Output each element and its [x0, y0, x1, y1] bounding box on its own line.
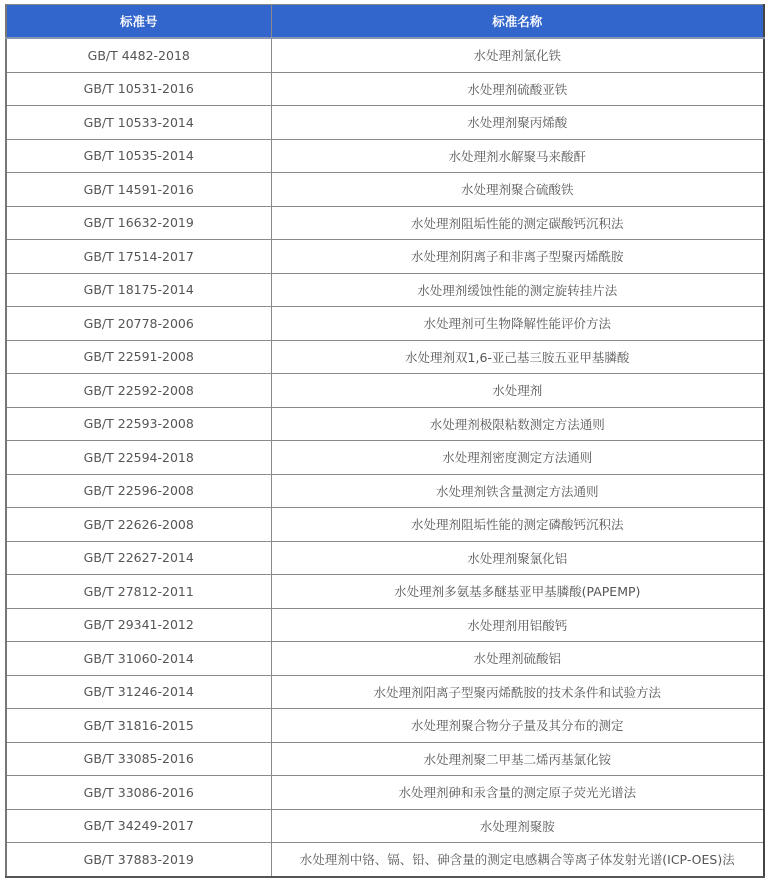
table-row: [6, 776, 764, 810]
table-row: [6, 374, 764, 408]
table-row: [6, 608, 764, 642]
standard-name-cell: 水处理剂: [271, 374, 764, 408]
table-row: [6, 541, 764, 575]
standard-number-cell: GB/T 20778-2006: [6, 307, 271, 341]
standard-name-cell: 水处理剂极限粘数测定方法通则: [271, 407, 764, 441]
standard-name-cell: 水处理剂聚二甲基二烯丙基氯化铵: [271, 742, 764, 776]
standard-number-cell: GB/T 10531-2016: [6, 72, 271, 106]
standard-number-cell: GB/T 22591-2008: [6, 340, 271, 374]
table-row: [6, 407, 764, 441]
standard-name-cell: 水处理剂聚丙烯酸: [271, 106, 764, 140]
table-row: [6, 139, 764, 173]
standard-name-cell: 水处理剂硫酸铝: [271, 642, 764, 676]
standard-number-cell: GB/T 33086-2016: [6, 776, 271, 810]
standard-name-cell: 水处理剂缓蚀性能的测定旋转挂片法: [271, 273, 764, 307]
standard-number-cell: GB/T 22593-2008: [6, 407, 271, 441]
standard-name-cell: 水处理剂密度测定方法通则: [271, 441, 764, 475]
table-row: [6, 340, 764, 374]
table-row: [6, 575, 764, 609]
table-row: [6, 240, 764, 274]
standard-name-cell: 水处理剂中铬、镉、铅、砷含量的测定电感耦合等离子体发射光谱(ICP-OES)法: [271, 843, 764, 877]
column-header-standard-number: 标准号: [6, 5, 271, 39]
standard-number-cell: GB/T 4482-2018: [6, 38, 271, 72]
standard-number-cell: GB/T 10533-2014: [6, 106, 271, 140]
standard-number-cell: GB/T 31060-2014: [6, 642, 271, 676]
table-row: [6, 809, 764, 843]
table-row: [6, 742, 764, 776]
table-row: [6, 206, 764, 240]
standards-table-container: [5, 4, 763, 878]
standard-number-cell: GB/T 18175-2014: [6, 273, 271, 307]
standard-number-cell: GB/T 22594-2018: [6, 441, 271, 475]
standard-number-cell: GB/T 17514-2017: [6, 240, 271, 274]
standard-name-cell: 水处理剂双1,6-亚己基三胺五亚甲基膦酸: [271, 340, 764, 374]
standard-name-cell: 水处理剂砷和汞含量的测定原子荧光光谱法: [271, 776, 764, 810]
table-row: [6, 273, 764, 307]
standards-table: [5, 4, 765, 878]
table-row: [6, 441, 764, 475]
standard-name-cell: 水处理剂聚胺: [271, 809, 764, 843]
table-row: [6, 307, 764, 341]
table-header-row: [6, 5, 764, 39]
table-row: [6, 508, 764, 542]
standard-name-cell: 水处理剂用铝酸钙: [271, 608, 764, 642]
column-header-standard-name: 标准名称: [271, 5, 764, 39]
standard-name-cell: 水处理剂聚氯化铝: [271, 541, 764, 575]
standard-name-cell: 水处理剂阳离子型聚丙烯酰胺的技术条件和试验方法: [271, 675, 764, 709]
standard-number-cell: GB/T 37883-2019: [6, 843, 271, 877]
table-row: [6, 38, 764, 72]
standard-name-cell: 水处理剂氯化铁: [271, 38, 764, 72]
table-row: [6, 106, 764, 140]
standard-name-cell: 水处理剂聚合物分子量及其分布的测定: [271, 709, 764, 743]
table-row: [6, 642, 764, 676]
standard-number-cell: GB/T 33085-2016: [6, 742, 271, 776]
table-row: [6, 843, 764, 877]
standard-number-cell: GB/T 29341-2012: [6, 608, 271, 642]
standard-number-cell: GB/T 22592-2008: [6, 374, 271, 408]
standard-number-cell: GB/T 16632-2019: [6, 206, 271, 240]
standard-name-cell: 水处理剂阻垢性能的测定碳酸钙沉积法: [271, 206, 764, 240]
table-row: [6, 675, 764, 709]
standard-name-cell: 水处理剂硫酸亚铁: [271, 72, 764, 106]
standard-name-cell: 水处理剂多氨基多醚基亚甲基膦酸(PAPEMP): [271, 575, 764, 609]
standard-number-cell: GB/T 14591-2016: [6, 173, 271, 207]
standard-name-cell: 水处理剂可生物降解性能评价方法: [271, 307, 764, 341]
standard-name-cell: 水处理剂聚合硫酸铁: [271, 173, 764, 207]
table-row: [6, 474, 764, 508]
standard-number-cell: GB/T 22626-2008: [6, 508, 271, 542]
standard-number-cell: GB/T 22627-2014: [6, 541, 271, 575]
standard-number-cell: GB/T 31246-2014: [6, 675, 271, 709]
standard-number-cell: GB/T 34249-2017: [6, 809, 271, 843]
standard-number-cell: GB/T 31816-2015: [6, 709, 271, 743]
standard-name-cell: 水处理剂水解聚马来酸酐: [271, 139, 764, 173]
standard-name-cell: 水处理剂阻垢性能的测定磷酸钙沉积法: [271, 508, 764, 542]
standard-name-cell: 水处理剂阴离子和非离子型聚丙烯酰胺: [271, 240, 764, 274]
standard-name-cell: 水处理剂铁含量测定方法通则: [271, 474, 764, 508]
table-row: [6, 173, 764, 207]
standard-number-cell: GB/T 22596-2008: [6, 474, 271, 508]
standard-number-cell: GB/T 27812-2011: [6, 575, 271, 609]
table-body: [6, 38, 764, 877]
standard-number-cell: GB/T 10535-2014: [6, 139, 271, 173]
table-row: [6, 72, 764, 106]
table-row: [6, 709, 764, 743]
